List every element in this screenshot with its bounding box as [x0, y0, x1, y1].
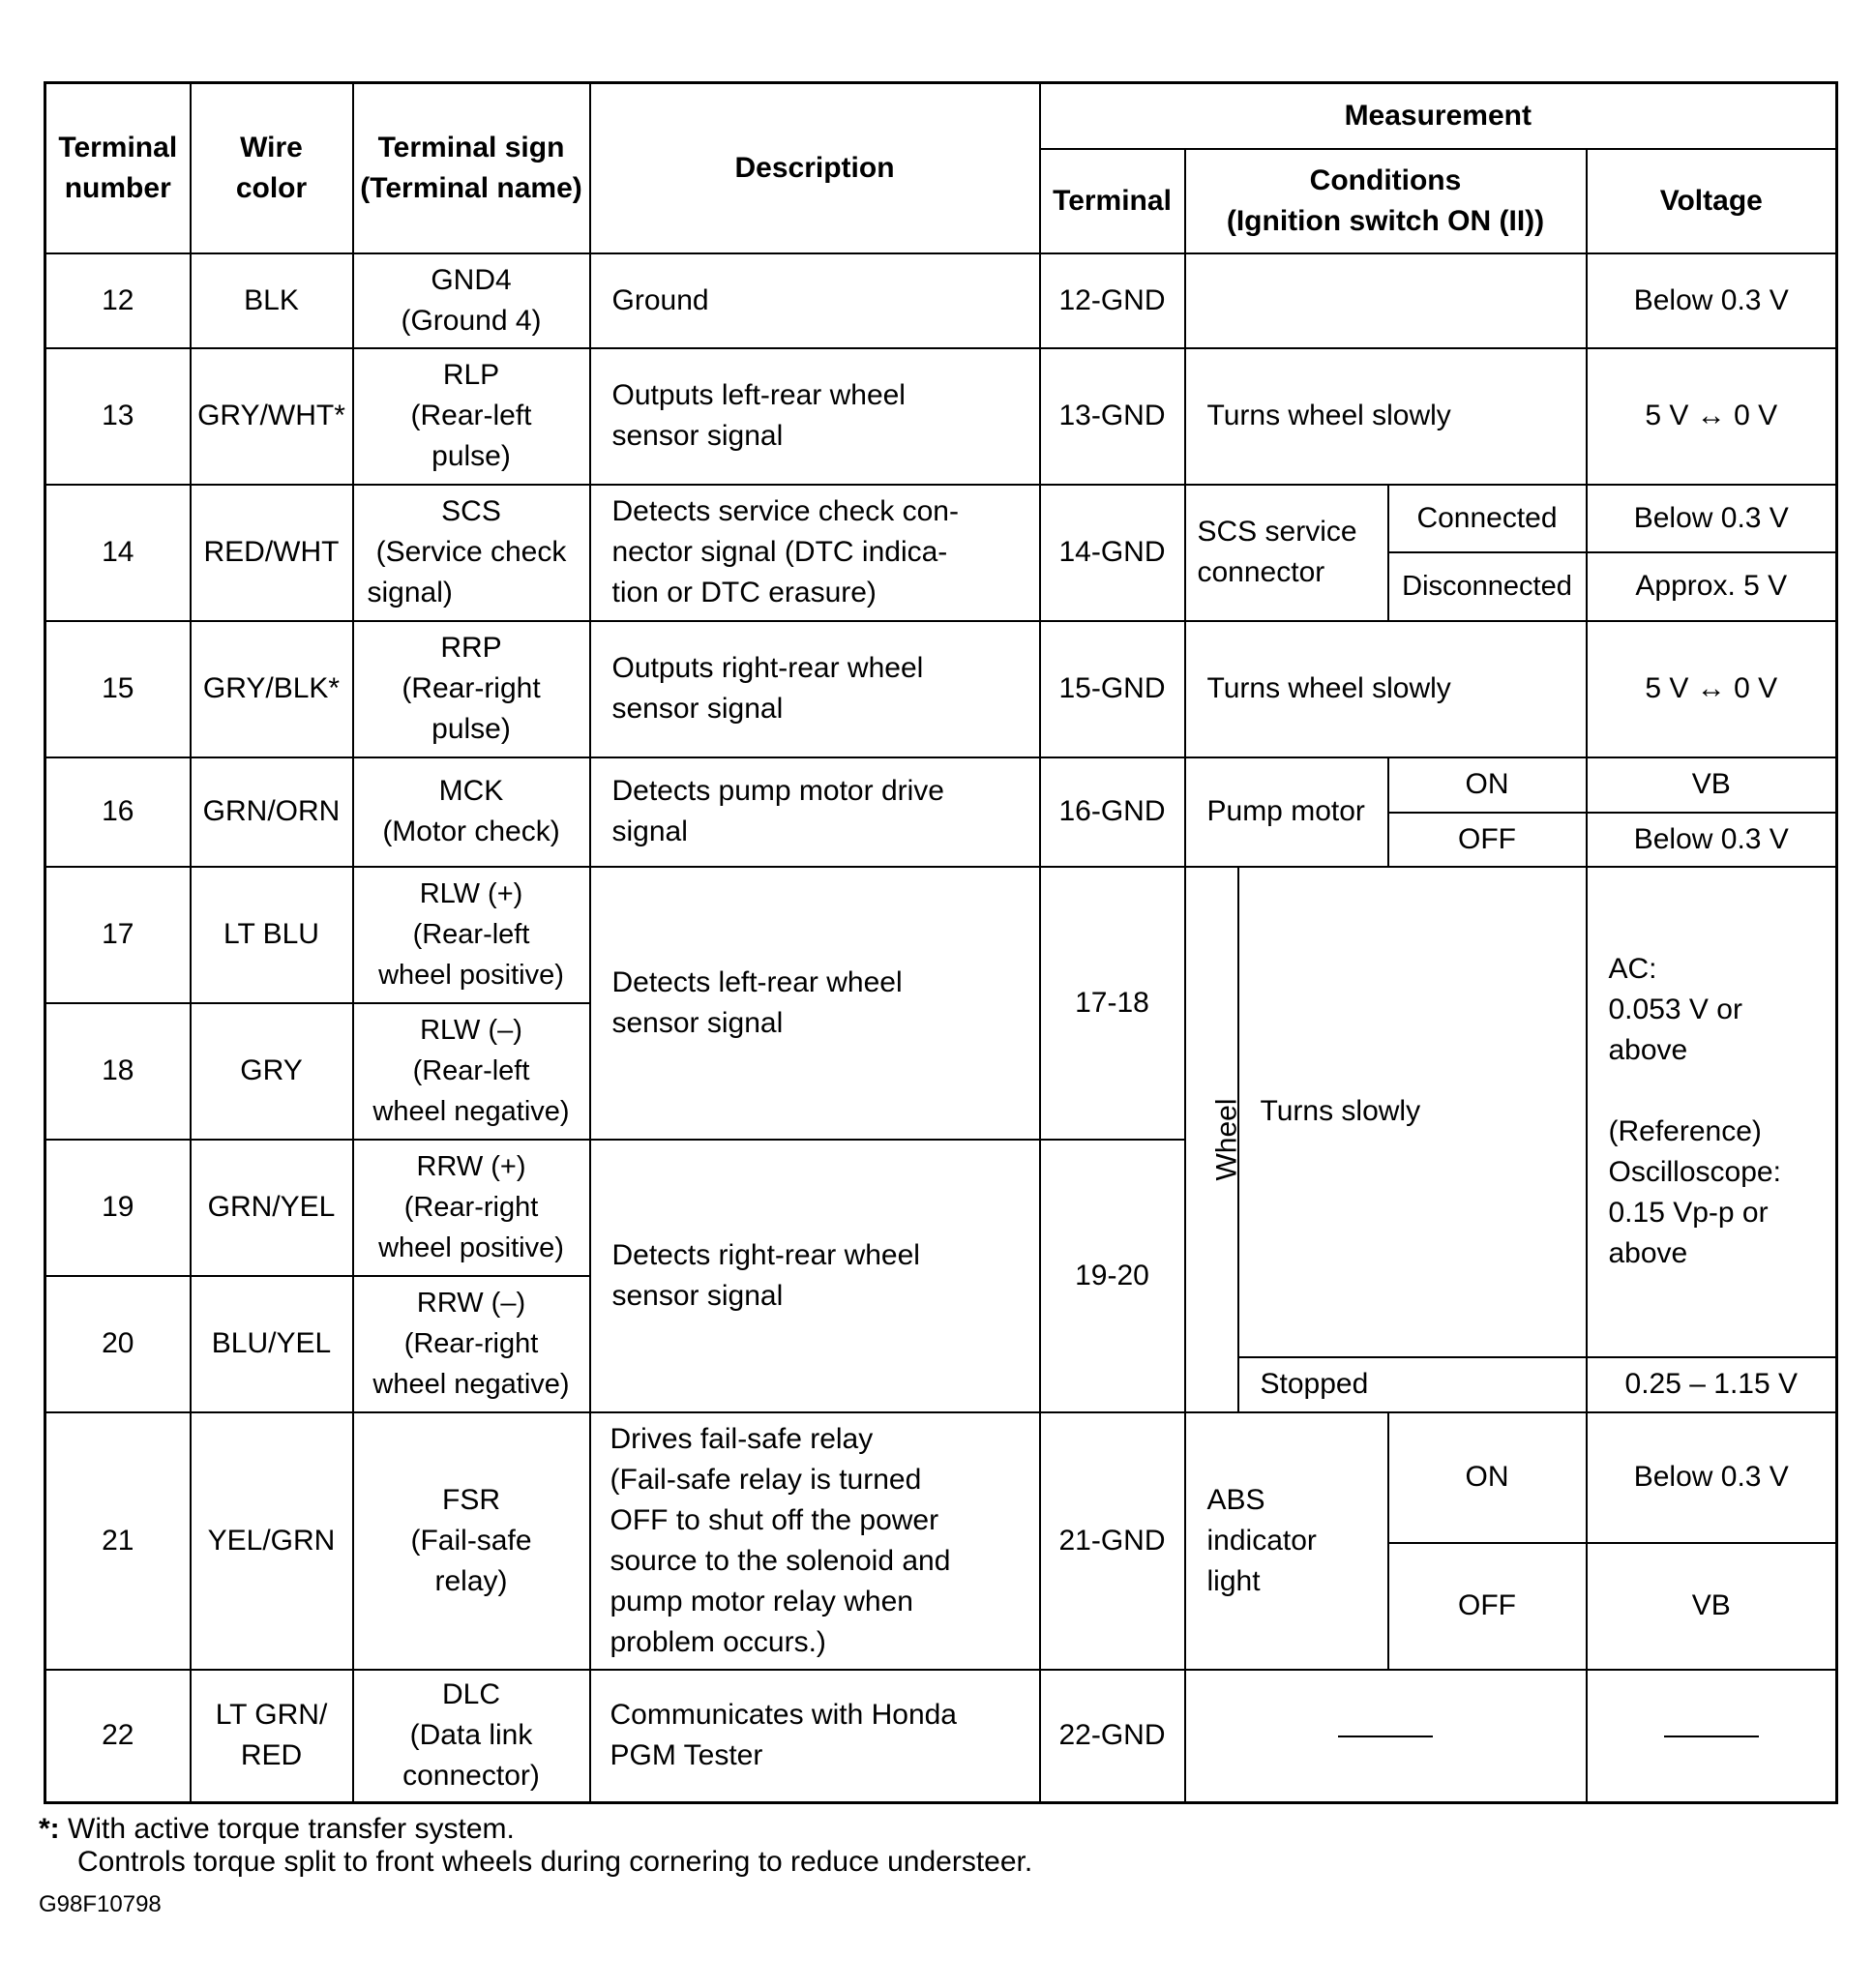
wire-color: LT BLU [191, 867, 353, 1003]
description: Outputs right-rear wheel sensor signal [590, 621, 1040, 757]
terminal-number: 21 [45, 1412, 191, 1670]
table-row [45, 485, 1837, 552]
terminal-table [44, 81, 1838, 1804]
measure-terminal: 14-GND [1040, 485, 1185, 621]
terminal-number: 17 [45, 867, 191, 1003]
condition: SCS service connector [1185, 485, 1388, 621]
terminal-sign: FSR (Fail-safe relay) [353, 1412, 590, 1670]
condition: ABS indicator light [1185, 1412, 1388, 1670]
footnote-line-2: Controls torque split to front wheels during cornering to reduce understeer. [77, 1846, 1033, 1878]
voltage: Below 0.3 V [1587, 253, 1837, 348]
terminal-sign: MCK (Motor check) [353, 757, 590, 867]
wire-color: GRN/YEL [191, 1140, 353, 1276]
figure-code: G98F10798 [39, 1891, 162, 1917]
sub-condition: ON [1388, 1412, 1587, 1543]
terminal-number: 12 [45, 253, 191, 348]
description: Detects right-rear wheel sensor signal [590, 1140, 1040, 1412]
condition: Turns slowly [1238, 867, 1587, 1357]
wire-color: RED/WHT [191, 485, 353, 621]
header-terminal-number: Terminal number [45, 83, 191, 253]
voltage: 0.25 – 1.15 V [1587, 1357, 1837, 1412]
voltage: Below 0.3 V [1587, 485, 1837, 552]
measure-terminal: 17-18 [1040, 867, 1185, 1140]
header-description: Description [590, 83, 1040, 253]
terminal-sign: RRW (+) (Rear-right wheel positive) [353, 1140, 590, 1276]
measure-terminal: 19-20 [1040, 1140, 1185, 1412]
terminal-number: 19 [45, 1140, 191, 1276]
condition: Turns wheel slowly [1185, 348, 1587, 485]
description: Detects pump motor drive signal [590, 757, 1040, 867]
measure-terminal: 12-GND [1040, 253, 1185, 348]
terminal-number: 22 [45, 1670, 191, 1803]
measure-terminal: 16-GND [1040, 757, 1185, 867]
header-terminal: Terminal [1040, 149, 1185, 253]
voltage: Below 0.3 V [1587, 1412, 1837, 1543]
wire-color: BLU/YEL [191, 1276, 353, 1412]
measure-terminal: 22-GND [1040, 1670, 1185, 1803]
header-conditions: Conditions (Ignition switch ON (II)) [1185, 149, 1587, 253]
sub-condition: OFF [1388, 1543, 1587, 1670]
sub-condition: Connected [1388, 485, 1587, 552]
header-measurement: Measurement [1040, 83, 1837, 149]
footnote-mark: *: [39, 1813, 60, 1845]
wire-color: GRY/WHT* [191, 348, 353, 485]
description: Ground [590, 253, 1040, 348]
footnote [39, 1813, 1032, 1879]
terminal-sign: GND4 (Ground 4) [353, 253, 590, 348]
header-wire-color: Wire color [191, 83, 353, 253]
description: Drives fail-safe relay (Fail-safe relay is turned OFF to shut off the power source to the solenoid and pump motor relay when problem occurs.) [590, 1412, 1040, 1670]
voltage: VB [1587, 757, 1837, 813]
voltage: Below 0.3 V [1587, 813, 1837, 867]
voltage: VB [1587, 1543, 1837, 1670]
wire-color: GRY [191, 1003, 353, 1140]
table-row [45, 867, 1837, 1003]
voltage: Approx. 5 V [1587, 552, 1837, 621]
condition [1185, 253, 1587, 348]
voltage: AC: 0.053 V or above (Reference) Oscilloscope: 0.15 Vp-p or above [1587, 867, 1837, 1357]
terminal-sign: RRP (Rear-right pulse) [353, 621, 590, 757]
table-row [45, 621, 1837, 757]
table-row [45, 253, 1837, 348]
terminal-sign: RLP (Rear-left pulse) [353, 348, 590, 485]
description: Communicates with Honda PGM Tester [590, 1670, 1040, 1803]
terminal-sign: RLW (–) (Rear-left wheel negative) [353, 1003, 590, 1140]
header-voltage: Voltage [1587, 149, 1837, 253]
measure-terminal: 21-GND [1040, 1412, 1185, 1670]
sub-condition: OFF [1388, 813, 1587, 867]
wire-color: LT GRN/ RED [191, 1670, 353, 1803]
voltage: 5 V ↔ 0 V [1587, 621, 1837, 757]
description: Outputs left-rear wheel sensor signal [590, 348, 1040, 485]
terminal-sign: SCS (Service check signal) [353, 485, 590, 621]
wire-color: GRN/ORN [191, 757, 353, 867]
table-row [45, 348, 1837, 485]
terminal-number: 13 [45, 348, 191, 485]
measure-terminal: 13-GND [1040, 348, 1185, 485]
footnote-line-1: With active torque transfer system. [68, 1813, 515, 1845]
terminal-number: 14 [45, 485, 191, 621]
header-row-1 [45, 83, 1837, 149]
wheel-label: Wheel [1185, 867, 1238, 1412]
condition: Pump motor [1185, 757, 1388, 867]
description: Detects left-rear wheel sensor signal [590, 867, 1040, 1140]
voltage: 5 V ↔ 0 V [1587, 348, 1837, 485]
terminal-sign: RRW (–) (Rear-right wheel negative) [353, 1276, 590, 1412]
sub-condition: Disconnected [1388, 552, 1587, 621]
terminal-number: 16 [45, 757, 191, 867]
terminal-number: 18 [45, 1003, 191, 1140]
header-terminal-sign: Terminal sign (Terminal name) [353, 83, 590, 253]
wire-color: GRY/BLK* [191, 621, 353, 757]
wire-color: BLK [191, 253, 353, 348]
terminal-sign: DLC (Data link connector) [353, 1670, 590, 1803]
condition: Turns wheel slowly [1185, 621, 1587, 757]
table-row [45, 757, 1837, 813]
table-row [45, 1412, 1837, 1543]
terminal-sign: RLW (+) (Rear-left wheel positive) [353, 867, 590, 1003]
terminal-number: 15 [45, 621, 191, 757]
voltage-dash [1587, 1670, 1837, 1803]
terminal-number: 20 [45, 1276, 191, 1412]
sub-condition: ON [1388, 757, 1587, 813]
table-row [45, 1670, 1837, 1803]
description: Detects service check con- nector signal (DTC indica- tion or DTC erasure) [590, 485, 1040, 621]
measure-terminal: 15-GND [1040, 621, 1185, 757]
condition-dash [1185, 1670, 1587, 1803]
condition: Stopped [1238, 1357, 1587, 1412]
wire-color: YEL/GRN [191, 1412, 353, 1670]
